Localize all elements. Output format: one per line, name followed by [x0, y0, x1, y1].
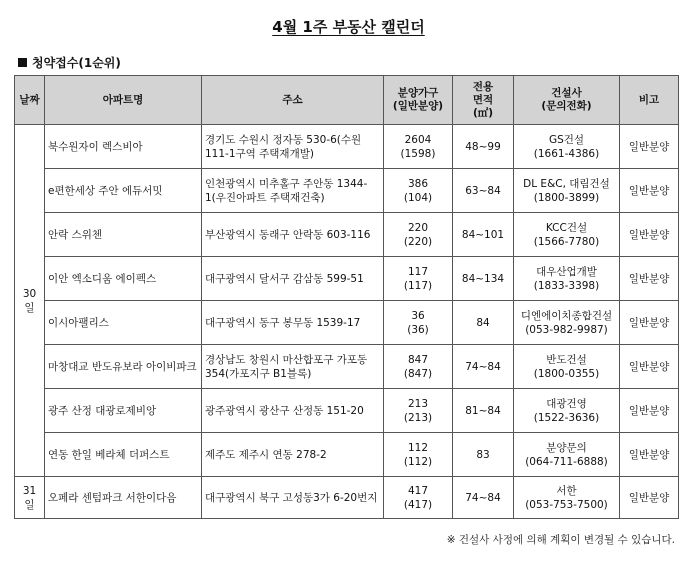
header-address: 주소	[202, 76, 384, 125]
page-title-text: 4월 1주 부동산 캘린더	[272, 18, 425, 36]
supply-count: 213 (213)	[384, 389, 453, 433]
note: 일반분양	[620, 169, 679, 213]
square-bullet-icon	[18, 58, 27, 67]
note: 일반분양	[620, 257, 679, 301]
builder: 서한 (053-753-7500)	[514, 477, 620, 519]
area: 63~84	[453, 169, 514, 213]
section-heading-text: 청약접수(1순위)	[32, 56, 121, 70]
supply-count: 847 (847)	[384, 345, 453, 389]
area: 84	[453, 301, 514, 345]
address: 대구광역시 북구 고성동3가 6-20번지	[202, 477, 384, 519]
table-row	[15, 125, 679, 169]
supply-count: 2604 (1598)	[384, 125, 453, 169]
date-cell: 31일	[15, 477, 45, 519]
builder: 분양문의 (064-711-6888)	[514, 433, 620, 477]
address: 대구광역시 동구 봉무동 1539-17	[202, 301, 384, 345]
date-cell: 30일	[15, 125, 45, 477]
builder: KCC건설 (1566-7780)	[514, 213, 620, 257]
header-supply: 분양가구 (일반분양)	[384, 76, 453, 125]
apartment-name: 연동 한일 베라체 더퍼스트	[45, 433, 202, 477]
header-note: 비고	[620, 76, 679, 125]
apartment-name: 오페라 센텀파크 서한이다음	[45, 477, 202, 519]
builder: 디엔에이치종합건설 (053-982-9987)	[514, 301, 620, 345]
area: 74~84	[453, 345, 514, 389]
supply-count: 220 (220)	[384, 213, 453, 257]
supply-count: 36 (36)	[384, 301, 453, 345]
table-row	[15, 345, 679, 389]
builder: GS건설 (1661-4386)	[514, 125, 620, 169]
address: 경기도 수원시 정자동 530-6(수원 111-1구역 주택재개발)	[202, 125, 384, 169]
apartment-name: 이안 엑소디움 에이펙스	[45, 257, 202, 301]
apartment-name: 마창대교 반도유보라 아이비파크	[45, 345, 202, 389]
address: 대구광역시 달서구 감삼동 599-51	[202, 257, 384, 301]
section-heading	[18, 54, 121, 71]
note: 일반분양	[620, 345, 679, 389]
note: 일반분양	[620, 477, 679, 519]
note: 일반분양	[620, 301, 679, 345]
table-row	[15, 433, 679, 477]
table-row	[15, 257, 679, 301]
table-row	[15, 301, 679, 345]
address: 광주광역시 광산구 산정동 151-20	[202, 389, 384, 433]
table-row	[15, 389, 679, 433]
note: 일반분양	[620, 433, 679, 477]
footnote: ※ 건설사 사정에 의해 계획이 변경될 수 있습니다.	[446, 534, 675, 546]
address: 경상남도 창원시 마산합포구 가포동 354(가포지구 B1블록)	[202, 345, 384, 389]
header-apartment: 아파트명	[45, 76, 202, 125]
subscription-table	[14, 75, 679, 519]
table-row	[15, 213, 679, 257]
supply-count: 417 (417)	[384, 477, 453, 519]
apartment-name: 이시아팰리스	[45, 301, 202, 345]
header-builder: 건설사 (문의전화)	[514, 76, 620, 125]
builder: 반도건설 (1800-0355)	[514, 345, 620, 389]
header-area: 전용 면적 (㎡)	[453, 76, 514, 125]
area: 74~84	[453, 477, 514, 519]
address: 인천광역시 미추홀구 주안동 1344-1(우진아파트 주택재건축)	[202, 169, 384, 213]
apartment-name: 광주 산정 대광로제비앙	[45, 389, 202, 433]
header-date: 날짜	[15, 76, 45, 125]
apartment-name: 북수원자이 렉스비아	[45, 125, 202, 169]
note: 일반분양	[620, 125, 679, 169]
builder: 대우산업개발 (1833-3398)	[514, 257, 620, 301]
table-row	[15, 169, 679, 213]
supply-count: 386 (104)	[384, 169, 453, 213]
area: 48~99	[453, 125, 514, 169]
note: 일반분양	[620, 213, 679, 257]
area: 84~101	[453, 213, 514, 257]
table-row	[15, 477, 679, 519]
address: 부산광역시 동래구 안락동 603-116	[202, 213, 384, 257]
area: 81~84	[453, 389, 514, 433]
address: 제주도 제주시 연동 278-2	[202, 433, 384, 477]
supply-count: 112 (112)	[384, 433, 453, 477]
note: 일반분양	[620, 389, 679, 433]
builder: 대광건영 (1522-3636)	[514, 389, 620, 433]
supply-count: 117 (117)	[384, 257, 453, 301]
table-header-row	[15, 76, 679, 125]
area: 84~134	[453, 257, 514, 301]
apartment-name: 안락 스위첸	[45, 213, 202, 257]
apartment-name: e편한세상 주안 에듀서밋	[45, 169, 202, 213]
area: 83	[453, 433, 514, 477]
builder: DL E&C, 대림건설 (1800-3899)	[514, 169, 620, 213]
page-title	[0, 16, 697, 37]
